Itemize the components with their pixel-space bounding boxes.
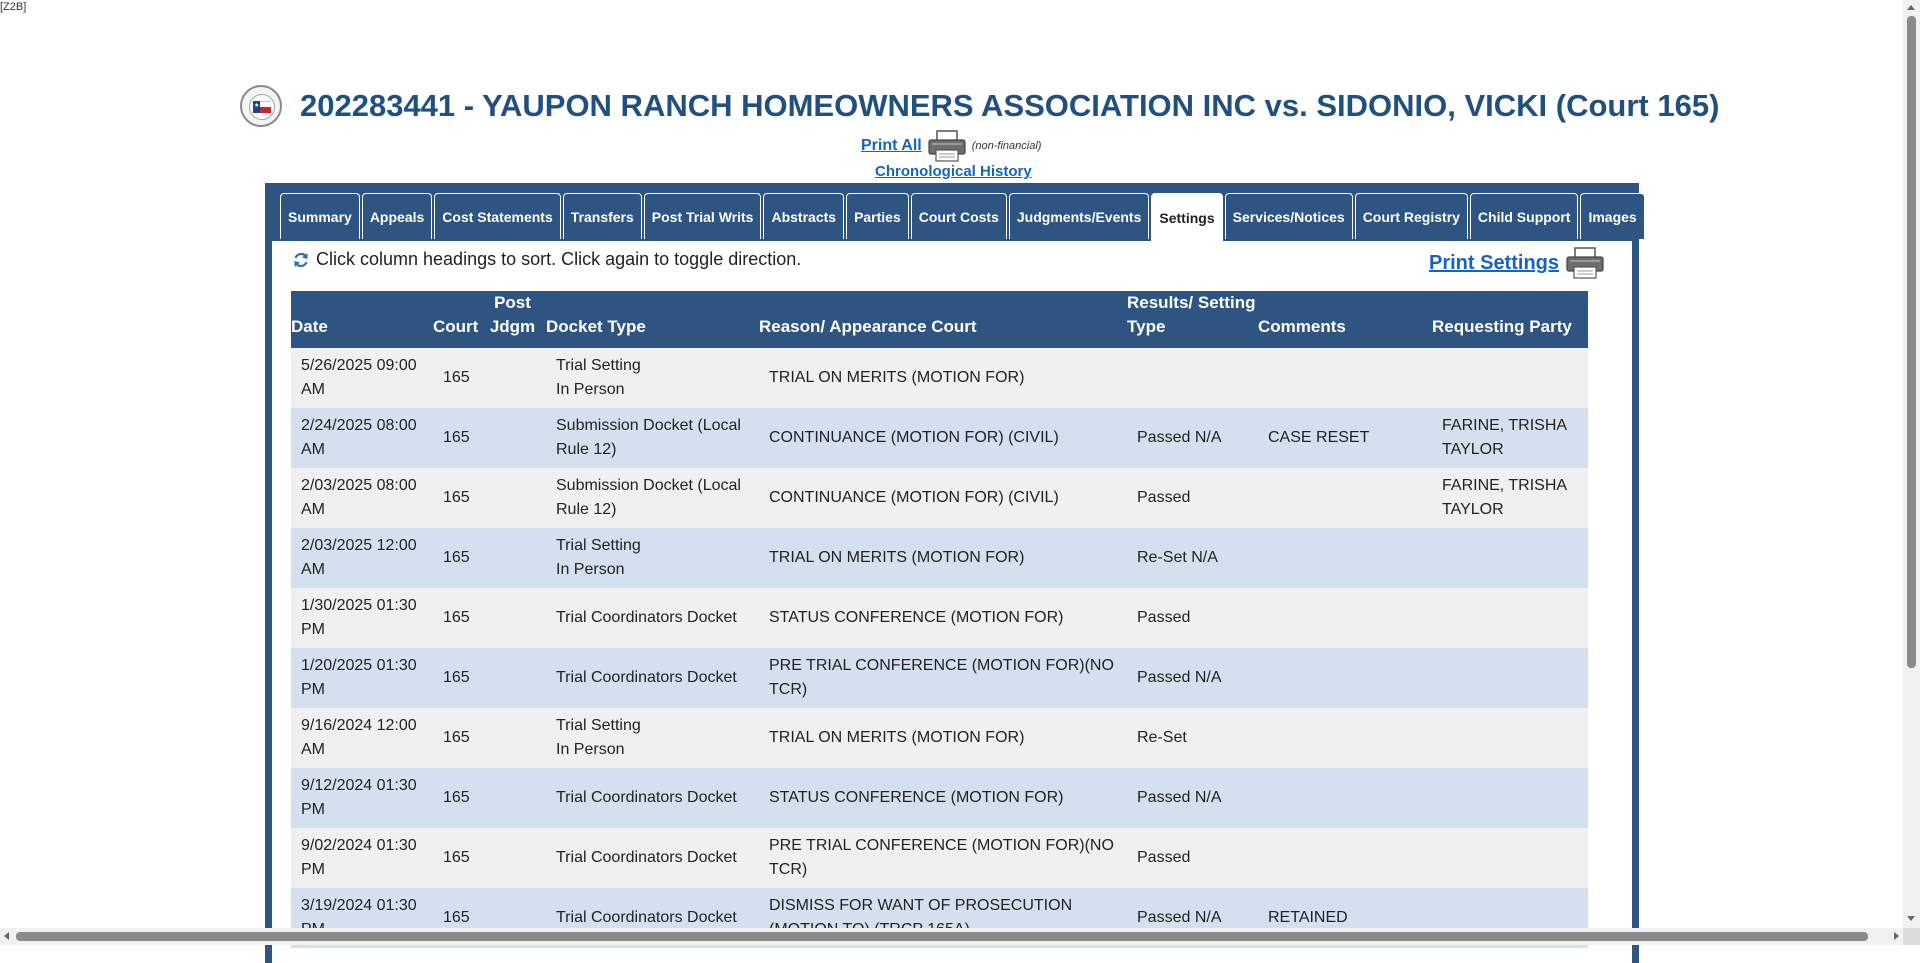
scroll-up-arrow-icon[interactable] — [1907, 5, 1915, 10]
cell-result: Passed N/A — [1127, 888, 1258, 948]
table-row — [291, 528, 1588, 588]
tab-court-costs[interactable]: Court Costs — [911, 193, 1007, 239]
cell-result: Passed — [1127, 588, 1258, 648]
cell-result: Re-Set N/A — [1127, 528, 1258, 588]
cell-date: 5/26/2025 09:00 AM — [291, 348, 433, 408]
cell-post-jdgm — [479, 708, 546, 768]
cell-result — [1127, 348, 1258, 408]
cell-court: 165 — [433, 828, 479, 888]
cell-docket-type: Trial Coordinators Docket — [546, 828, 759, 888]
cell-comments: CASE RESET — [1258, 408, 1432, 468]
cell-court: 165 — [433, 408, 479, 468]
settings-table — [291, 291, 1588, 948]
cell-comments — [1258, 648, 1432, 708]
vertical-scroll-thumb[interactable] — [1907, 16, 1916, 668]
cell-court: 165 — [433, 468, 479, 528]
cell-comments — [1258, 768, 1432, 828]
cell-docket-type: Trial Setting In Person — [546, 708, 759, 768]
print-settings — [1429, 247, 1610, 279]
tab-abstracts[interactable]: Abstracts — [763, 193, 844, 239]
column-header-court-label: Court — [433, 317, 479, 336]
column-header-docket-type-label: Docket Type — [546, 317, 646, 336]
cell-reason: CONTINUANCE (MOTION FOR) (CIVIL) — [759, 468, 1127, 528]
cell-docket-type: Trial Coordinators Docket — [546, 768, 759, 828]
cell-reason: TRIAL ON MERITS (MOTION FOR) — [759, 528, 1127, 588]
column-header-reason[interactable] — [759, 291, 1127, 348]
column-header-results-line2: Type — [1127, 317, 1166, 336]
scrollbar-corner — [1903, 928, 1920, 945]
tab-judgments-events[interactable]: Judgments/Events — [1009, 193, 1149, 239]
print-all-row — [861, 129, 1041, 163]
tab-summary[interactable]: Summary — [280, 193, 360, 239]
cell-comments — [1258, 828, 1432, 888]
cell-requesting-party — [1432, 348, 1588, 408]
cell-comments — [1258, 348, 1432, 408]
cell-reason: CONTINUANCE (MOTION FOR) (CIVIL) — [759, 408, 1127, 468]
cell-post-jdgm — [479, 588, 546, 648]
cell-post-jdgm — [479, 768, 546, 828]
column-header-comments[interactable] — [1258, 291, 1432, 348]
cell-court: 165 — [433, 588, 479, 648]
column-header-requesting-party[interactable] — [1432, 291, 1588, 348]
scroll-down-arrow-icon[interactable] — [1907, 916, 1915, 921]
cell-date: 9/16/2024 12:00 AM — [291, 708, 433, 768]
tab-transfers[interactable]: Transfers — [563, 193, 642, 239]
cell-comments — [1258, 468, 1432, 528]
tab-child-support[interactable]: Child Support — [1470, 193, 1579, 239]
cell-docket-type: Trial Coordinators Docket — [546, 648, 759, 708]
cell-result: Passed N/A — [1127, 648, 1258, 708]
cell-date: 2/24/2025 08:00 AM — [291, 408, 433, 468]
cell-date: 1/20/2025 01:30 PM — [291, 648, 433, 708]
sort-hint-text: Click column headings to sort. Click again to toggle direction. — [316, 249, 802, 269]
cell-post-jdgm — [479, 468, 546, 528]
tab-parties[interactable]: Parties — [846, 193, 909, 239]
cell-date: 2/03/2025 12:00 AM — [291, 528, 433, 588]
tab-cost-statements[interactable]: Cost Statements — [434, 193, 560, 239]
cell-reason: TRIAL ON MERITS (MOTION FOR) — [759, 708, 1127, 768]
table-row — [291, 588, 1588, 648]
tab-court-registry[interactable]: Court Registry — [1355, 193, 1468, 239]
table-row — [291, 828, 1588, 888]
cell-date: 1/30/2025 01:30 PM — [291, 588, 433, 648]
cell-comments — [1258, 588, 1432, 648]
cell-date: 3/19/2024 01:30 — [291, 888, 433, 948]
cell-post-jdgm — [479, 528, 546, 588]
table-row — [291, 648, 1588, 708]
column-header-post-jdgm-line1: Post — [494, 293, 531, 312]
cell-docket-type: Submission Docket (Local Rule 12) — [546, 468, 759, 528]
sort-hint — [292, 249, 801, 270]
column-header-comments-label: Comments — [1258, 317, 1346, 336]
cell-post-jdgm — [479, 408, 546, 468]
cell-requesting-party — [1432, 588, 1588, 648]
cell-court: 165 — [433, 708, 479, 768]
page-corner-tag: [Z2B] — [0, 1, 27, 13]
cell-court: 165 — [433, 768, 479, 828]
column-header-results-line1: Results/ Setting — [1127, 293, 1256, 312]
cell-reason: DISMISS FOR WANT OF PROSECUTION — [759, 888, 1127, 948]
tab-post-trial-writs[interactable]: Post Trial Writs — [644, 193, 762, 239]
cell-comments — [1258, 528, 1432, 588]
print-all-link[interactable]: Print All — [861, 137, 922, 154]
cell-reason: PRE TRIAL CONFERENCE (MOTION FOR)(NO TCR) — [759, 648, 1127, 708]
cell-docket-type: Trial Coordinators Docket — [546, 588, 759, 648]
cell-post-jdgm — [479, 648, 546, 708]
refresh-icon — [292, 251, 310, 269]
cell-reason: PRE TRIAL CONFERENCE (MOTION FOR)(NO TCR) — [759, 828, 1127, 888]
cell-result: Passed N/A — [1127, 408, 1258, 468]
column-header-reason-label: Reason/ Appearance Court — [759, 317, 977, 336]
cell-result: Passed — [1127, 468, 1258, 528]
table-row — [291, 768, 1588, 828]
cell-comments: RETAINED — [1258, 888, 1432, 948]
cell-date: 9/02/2024 01:30 PM — [291, 828, 433, 888]
case-detail-panel — [265, 183, 1639, 963]
cell-court: 165 — [433, 528, 479, 588]
cell-requesting-party: FARINE, TRISHA TAYLOR — [1432, 408, 1588, 468]
settings-tab-content — [272, 241, 1632, 963]
tab-services-notices[interactable]: Services/Notices — [1225, 193, 1353, 239]
table-header-row — [291, 291, 1588, 348]
cell-post-jdgm — [479, 828, 546, 888]
cell-date: 9/12/2024 01:30 PM — [291, 768, 433, 828]
cell-requesting-party — [1432, 648, 1588, 708]
cell-comments — [1258, 708, 1432, 768]
table-row — [291, 468, 1588, 528]
cell-court: 165 — [433, 888, 479, 948]
table-row — [291, 348, 1588, 408]
cell-requesting-party — [1432, 528, 1588, 588]
column-header-requesting-party-label: Requesting Party — [1432, 317, 1572, 336]
cell-post-jdgm — [479, 348, 546, 408]
cell-court: 165 — [433, 348, 479, 408]
case-title: 202283441 - YAUPON RANCH HOMEOWNERS ASSOCIATION INC vs. SIDONIO, VICKI (Court 165) — [300, 88, 1720, 123]
cell-docket-type: Trial Coordinators Docket — [546, 888, 759, 948]
cell-result: Passed — [1127, 828, 1258, 888]
cell-result: Passed N/A — [1127, 768, 1258, 828]
column-header-results[interactable] — [1127, 291, 1258, 348]
cell-date: 2/03/2025 08:00 AM — [291, 468, 433, 528]
column-header-date[interactable] — [291, 291, 433, 348]
cell-requesting-party — [1432, 768, 1588, 828]
scroll-right-arrow-icon[interactable] — [1894, 932, 1899, 940]
printer-icon[interactable] — [1565, 247, 1605, 279]
horizontal-scroll-thumb[interactable] — [16, 932, 1868, 941]
case-tabs — [280, 193, 1645, 242]
tab-appeals[interactable]: Appeals — [362, 193, 432, 239]
cell-reason: STATUS CONFERENCE (MOTION FOR) — [759, 768, 1127, 828]
cell-reason: STATUS CONFERENCE (MOTION FOR) — [759, 588, 1127, 648]
case-header — [240, 80, 1719, 132]
column-header-post-jdgm-line2: Jdgm — [489, 317, 536, 336]
printer-icon[interactable] — [927, 130, 967, 162]
column-header-date-label: Date — [291, 317, 328, 336]
non-financial-note: (non-financial) — [971, 140, 1042, 152]
vertical-scrollbar[interactable] — [1903, 0, 1920, 945]
print-settings-link[interactable]: Print Settings — [1428, 251, 1559, 274]
cell-docket-type: Submission Docket (Local Rule 12) — [546, 408, 759, 468]
tab-images[interactable]: Images — [1580, 193, 1644, 239]
county-seal-icon: ★ — [240, 85, 282, 127]
tab-settings[interactable]: Settings — [1151, 193, 1222, 242]
table-row — [291, 708, 1588, 768]
column-header-docket-type[interactable] — [546, 291, 759, 348]
cell-requesting-party: FARINE, TRISHA TAYLOR — [1432, 468, 1588, 528]
cell-requesting-party — [1432, 708, 1588, 768]
cell-result: Re-Set — [1127, 708, 1258, 768]
table-row — [291, 408, 1588, 468]
column-header-court[interactable] — [433, 291, 479, 348]
horizontal-scrollbar[interactable] — [0, 928, 1903, 945]
cell-court: 165 — [433, 648, 479, 708]
cell-docket-type: Trial Setting In Person — [546, 348, 759, 408]
cell-docket-type: Trial Setting In Person — [546, 528, 759, 588]
cell-requesting-party — [1432, 828, 1588, 888]
scroll-left-arrow-icon[interactable] — [4, 932, 9, 940]
cell-reason: TRIAL ON MERITS (MOTION FOR) — [759, 348, 1127, 408]
chronological-history-link[interactable]: Chronological History — [875, 163, 1032, 180]
column-header-post-jdgm[interactable] — [479, 291, 546, 348]
